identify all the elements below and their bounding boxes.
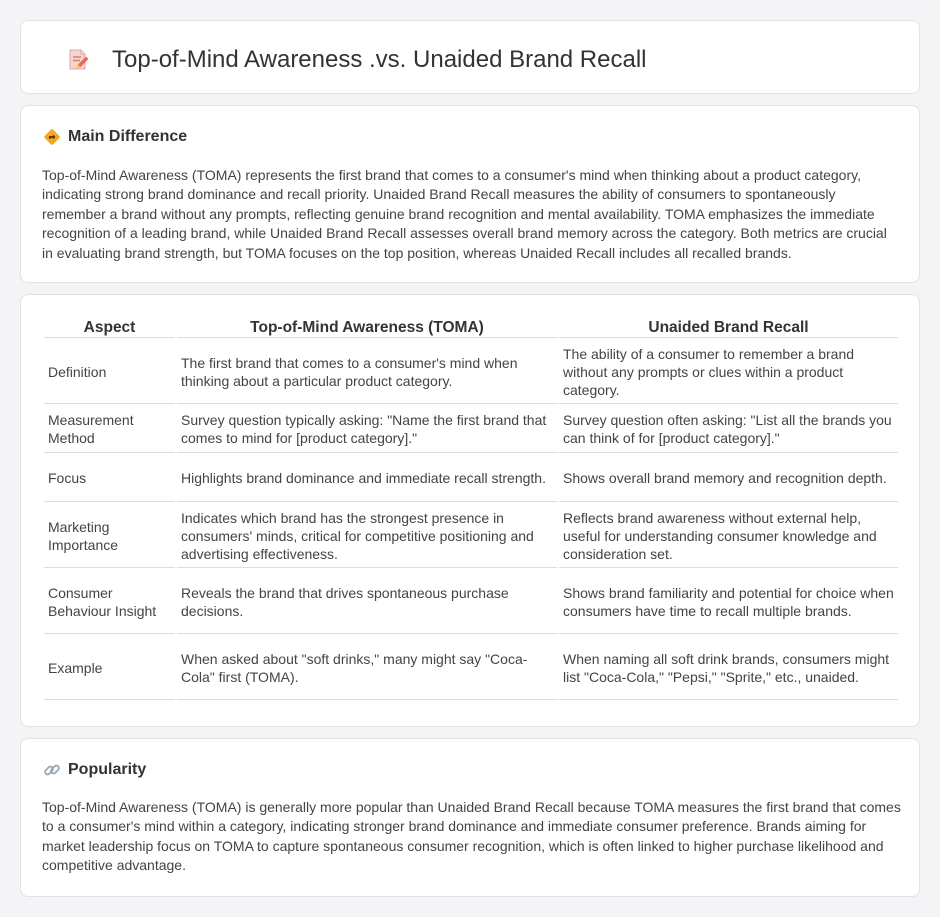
row-unaided: Survey question often asking: "List all the brands you can think of for [product category].": [559, 406, 898, 453]
row-toma: Survey question typically asking: "Name the first brand that comes to mind for [product category].": [177, 406, 557, 453]
row-unaided: Reflects brand awareness without external help, useful for understanding consumer knowledge and consideration set.: [559, 504, 898, 568]
popularity-title: Popularity: [68, 761, 147, 778]
row-unaided: The ability of a consumer to remember a brand without any prompts or clues within a product category.: [559, 340, 898, 404]
row-toma: Highlights brand dominance and immediate recall strength.: [177, 455, 557, 502]
main-difference-title: Main Difference: [68, 128, 188, 145]
row-aspect: Marketing Importance: [44, 504, 175, 568]
table-row: [44, 570, 898, 634]
popularity-heading: [43, 761, 146, 779]
comparison-card: [20, 294, 920, 727]
title-card: [20, 20, 920, 94]
row-aspect: Measurement Method: [44, 406, 175, 453]
diamond-directions-icon: [43, 128, 61, 146]
table-row: [44, 636, 898, 700]
row-unaided: Shows overall brand memory and recognition depth.: [559, 455, 898, 502]
row-unaided: When naming all soft drink brands, consumers might list "Coca-Cola," "Pepsi," "Sprite," etc., unaided.: [559, 636, 898, 700]
link-icon: [43, 761, 61, 779]
header-aspect: Aspect: [44, 315, 175, 338]
page-title: Top-of-Mind Awareness .vs. Unaided Brand Recall: [112, 46, 647, 73]
popularity-card: [20, 738, 920, 897]
table-header-row: [44, 315, 898, 338]
row-toma: Indicates which brand has the strongest presence in consumers' minds, critical for competitive positioning and advertising effectiveness.: [177, 504, 557, 568]
row-toma: When asked about "soft drinks," many might say "Coca-Cola" first (TOMA).: [177, 636, 557, 700]
table-row: [44, 504, 898, 568]
row-toma: The first brand that comes to a consumer's mind when thinking about a particular product category.: [177, 340, 557, 404]
row-aspect: Focus: [44, 455, 175, 502]
row-toma: Reveals the brand that drives spontaneous purchase decisions.: [177, 570, 557, 634]
main-difference-heading: [43, 128, 187, 146]
row-aspect: Example: [44, 636, 175, 700]
row-aspect: Definition: [44, 340, 175, 404]
main-difference-card: [20, 105, 920, 283]
main-difference-text: Top-of-Mind Awareness (TOMA) represents the first brand that comes to a consumer's mind when thinking about a product category, indicating strong brand dominance and recall priority. Unaided Brand Recall measures the ability of consumers to spontaneously remember a brand without any prompts, reflecting genuine brand recognition and mental availability. TOMA emphasizes the immediate recognition of a leading brand, while Unaided Brand Recall assesses overall brand memory across the category. Both metrics are crucial in evaluating brand strength, but TOMA focuses on the top position, whereas Unaided Recall includes all recalled brands.: [42, 167, 887, 261]
comparison-table: [42, 313, 900, 702]
header-toma: Top-of-Mind Awareness (TOMA): [177, 315, 557, 338]
popularity-text: Top-of-Mind Awareness (TOMA) is generally more popular than Unaided Brand Recall because TOMA measures the first brand that comes to a consumer's mind within a category, indicating stronger brand dominance and immediate consumer preference. Brands aiming for market leadership focus on TOMA to capture spontaneous consumer recognition, which is often linked to higher purchase likelihood and competitive advantage.: [42, 799, 901, 874]
row-aspect: Consumer Behaviour Insight: [44, 570, 175, 634]
header-unaided: Unaided Brand Recall: [559, 315, 898, 338]
document-edit-icon: [67, 49, 89, 71]
table-row: [44, 406, 898, 453]
table-row: [44, 455, 898, 502]
table-row: [44, 340, 898, 404]
row-unaided: Shows brand familiarity and potential for choice when consumers have time to recall multiple brands.: [559, 570, 898, 634]
